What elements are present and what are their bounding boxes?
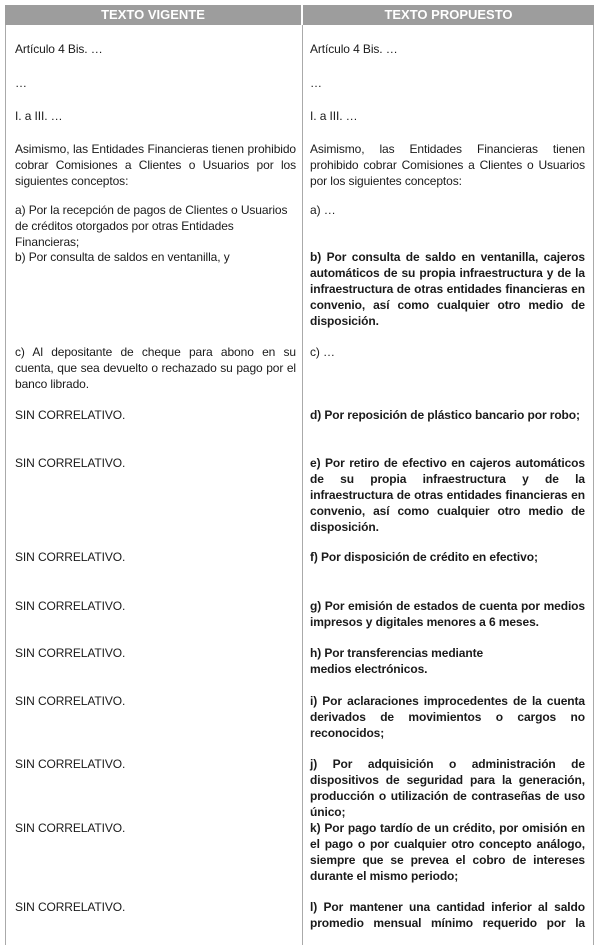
row-l-propuesto: l) Por mantener una cantidad inferior al saldo promedio mensual mínimo requerido por la xyxy=(310,900,585,930)
row-4-vigente: Asimismo, las Entidades Financieras tienen prohibido cobrar Comisiones a Clientes o Usuarios por los siguientes conceptos: xyxy=(15,142,296,188)
row-g-vigente: SIN CORRELATIVO. xyxy=(15,599,126,613)
row-d-propuesto: d) Por reposición de plástico bancario por robo; xyxy=(310,408,580,422)
row-2-propuesto: … xyxy=(310,76,322,90)
row-3-propuesto: I. a III. … xyxy=(310,109,358,123)
table-border-right xyxy=(593,25,594,945)
row-j-propuesto: j) Por adquisición o administración de dispositivos de seguridad para la generación, producción o utilización de contraseñas de uso único; xyxy=(310,757,585,819)
row-g-propuesto: g) Por emisión de estados de cuenta por medios impresos y digitales menores a 6 meses. xyxy=(310,599,585,629)
row-j-vigente: SIN CORRELATIVO. xyxy=(15,757,126,771)
row-1-vigente: Artículo 4 Bis. … xyxy=(15,42,103,56)
row-k-propuesto: k) Por pago tardío de un crédito, por omisión en el pago o por cualquier otro concepto análogo, siempre que se prevea el cobro de intereses durante el mismo periodo; xyxy=(310,821,585,883)
row-a-propuesto: a) … xyxy=(310,203,336,217)
table-border-left xyxy=(5,25,6,945)
row-c-vigente: c) Al depositante de cheque para abono en su cuenta, que sea devuelto o rechazado su pago por el banco librado. xyxy=(15,345,296,391)
row-h-vigente: SIN CORRELATIVO. xyxy=(15,646,126,660)
column-divider xyxy=(302,25,303,945)
row-c-propuesto: c) … xyxy=(310,345,335,359)
row-b-propuesto: b) Por consulta de saldo en ventanilla, cajeros automáticos de su propia infraestructura y de la infraestructura de otras entidades financieras en convenio, así como cualquier otro medio de disposición. xyxy=(310,250,585,328)
row-f-propuesto: f) Por disposición de crédito en efectivo; xyxy=(310,550,538,564)
row-d-vigente: SIN CORRELATIVO. xyxy=(15,408,126,422)
header-texto-propuesto: TEXTO PROPUESTO xyxy=(303,5,594,25)
row-h-propuesto: h) Por transferencias mediante medios electrónicos. xyxy=(310,646,484,676)
row-b-vigente: b) Por consulta de saldos en ventanilla, y xyxy=(15,250,230,264)
row-l-vigente: SIN CORRELATIVO. xyxy=(15,900,126,914)
row-f-vigente: SIN CORRELATIVO. xyxy=(15,550,126,564)
row-a-vigente: a) Por la recepción de pagos de Clientes o Usuarios de créditos otorgados por otras Entidades Financieras; xyxy=(15,203,288,249)
row-2-vigente: … xyxy=(15,76,27,90)
header-texto-vigente: TEXTO VIGENTE xyxy=(5,5,301,25)
comparison-table xyxy=(5,5,594,945)
row-3-vigente: I. a III. … xyxy=(15,109,63,123)
row-i-propuesto: i) Por aclaraciones improcedentes de la cuenta derivados de movimientos o cargos no reconocidos; xyxy=(310,694,585,740)
row-e-vigente: SIN CORRELATIVO. xyxy=(15,456,126,470)
row-1-propuesto: Artículo 4 Bis. … xyxy=(310,42,398,56)
row-k-vigente: SIN CORRELATIVO. xyxy=(15,821,126,835)
row-i-vigente: SIN CORRELATIVO. xyxy=(15,694,126,708)
row-e-propuesto: e) Por retiro de efectivo en cajeros automáticos de su propia infraestructura y de la infraestructura de otras entidades financieras en convenio, así como cualquier otro medio de disposición. xyxy=(310,456,585,534)
row-4-propuesto: Asimismo, las Entidades Financieras tienen prohibido cobrar Comisiones a Clientes o Usuarios por los siguientes conceptos: xyxy=(310,142,585,188)
